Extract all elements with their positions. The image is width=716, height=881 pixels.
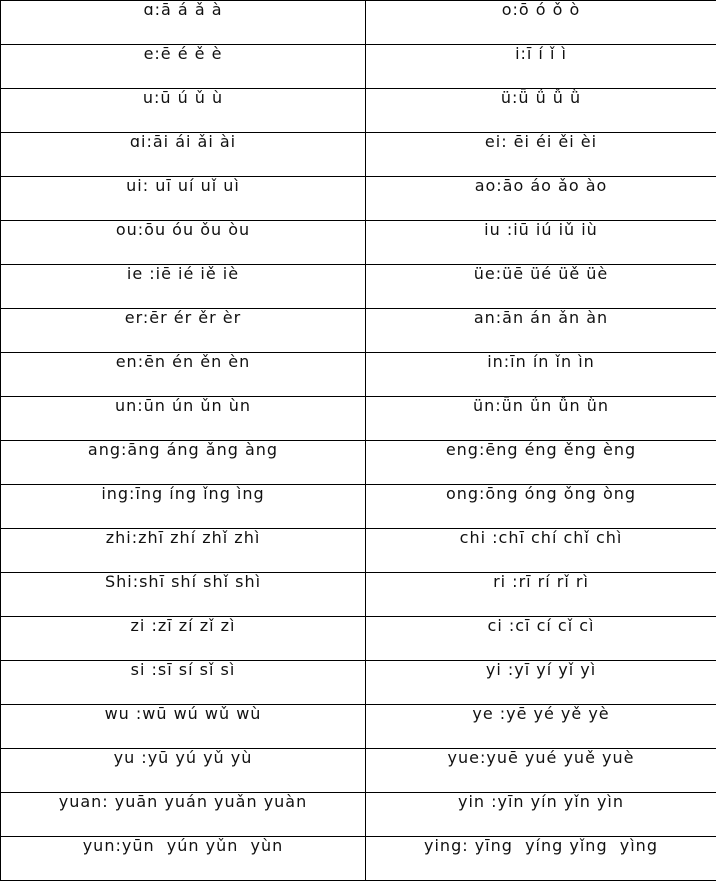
table-cell: ɑ:ā á ǎ à [1,1,366,45]
table-row [1,485,716,529]
table-row [1,749,716,793]
table-cell: ao:āo áo ǎo ào [366,177,716,221]
table-cell: ang:āng áng ǎng àng [1,441,366,485]
table-cell: yuan: yuān yuán yuǎn yuàn [1,793,366,837]
table-cell: ing:īng íng ǐng ìng [1,485,366,529]
table-row [1,705,716,749]
table-cell: in:īn ín ǐn ìn [366,353,716,397]
table-row [1,573,716,617]
table-row [1,837,716,881]
table-row [1,221,716,265]
table-cell: iu :iū iú iǔ iù [366,221,716,265]
table-cell: un:ūn ún ǔn ùn [1,397,366,441]
table-cell: yu :yū yú yǔ yù [1,749,366,793]
table-row [1,441,716,485]
table-cell: ei: ēi éi ěi èi [366,133,716,177]
table-row [1,45,716,89]
table-cell: ie :iē ié iě iè [1,265,366,309]
table-row [1,353,716,397]
table-cell: ou:ōu óu ǒu òu [1,221,366,265]
table-row [1,661,716,705]
table-row [1,793,716,837]
table-row [1,89,716,133]
table-cell: yun:yūn yún yǔn yùn [1,837,366,881]
table-cell: zhi:zhī zhí zhǐ zhì [1,529,366,573]
table-cell: si :sī sí sǐ sì [1,661,366,705]
table-cell: ui: uī uí uǐ uì [1,177,366,221]
table-cell: ɑi:āi ái ǎi ài [1,133,366,177]
table-cell: e:ē é ě è [1,45,366,89]
table-row [1,529,716,573]
table-cell: üe:üē üé üě üè [366,265,716,309]
table-cell: o:ō ó ǒ ò [366,1,716,45]
table-row [1,265,716,309]
table-cell: ong:ōng óng ǒng òng [366,485,716,529]
table-row [1,1,716,45]
table-cell: ci :cī cí cǐ cì [366,617,716,661]
table-cell: ü:ǖ ǘ ǚ ǜ [366,89,716,133]
table-cell: zi :zī zí zǐ zì [1,617,366,661]
table-cell: en:ēn én ěn èn [1,353,366,397]
table-cell: ye :yē yé yě yè [366,705,716,749]
table-cell: an:ān án ǎn àn [366,309,716,353]
table-row [1,617,716,661]
table-cell: chi :chī chí chǐ chì [366,529,716,573]
table-cell: ri :rī rí rǐ rì [366,573,716,617]
table-cell: yue:yuē yué yuě yuè [366,749,716,793]
table-cell: u:ū ú ǔ ù [1,89,366,133]
table-cell: i:ī í ǐ ì [366,45,716,89]
table-cell: yi :yī yí yǐ yì [366,661,716,705]
table-cell: er:ēr ér ěr èr [1,309,366,353]
table-cell: ün:ǖn ǘn ǚn ǜn [366,397,716,441]
table-cell: ying: yīng yíng yǐng yìng [366,837,716,881]
table-cell: yin :yīn yín yǐn yìn [366,793,716,837]
table-row [1,309,716,353]
table-cell: Shi:shī shí shǐ shì [1,573,366,617]
table-cell: wu :wū wú wǔ wù [1,705,366,749]
table-cell: eng:ēng éng ěng èng [366,441,716,485]
table-row [1,177,716,221]
table-row [1,133,716,177]
table-row [1,397,716,441]
